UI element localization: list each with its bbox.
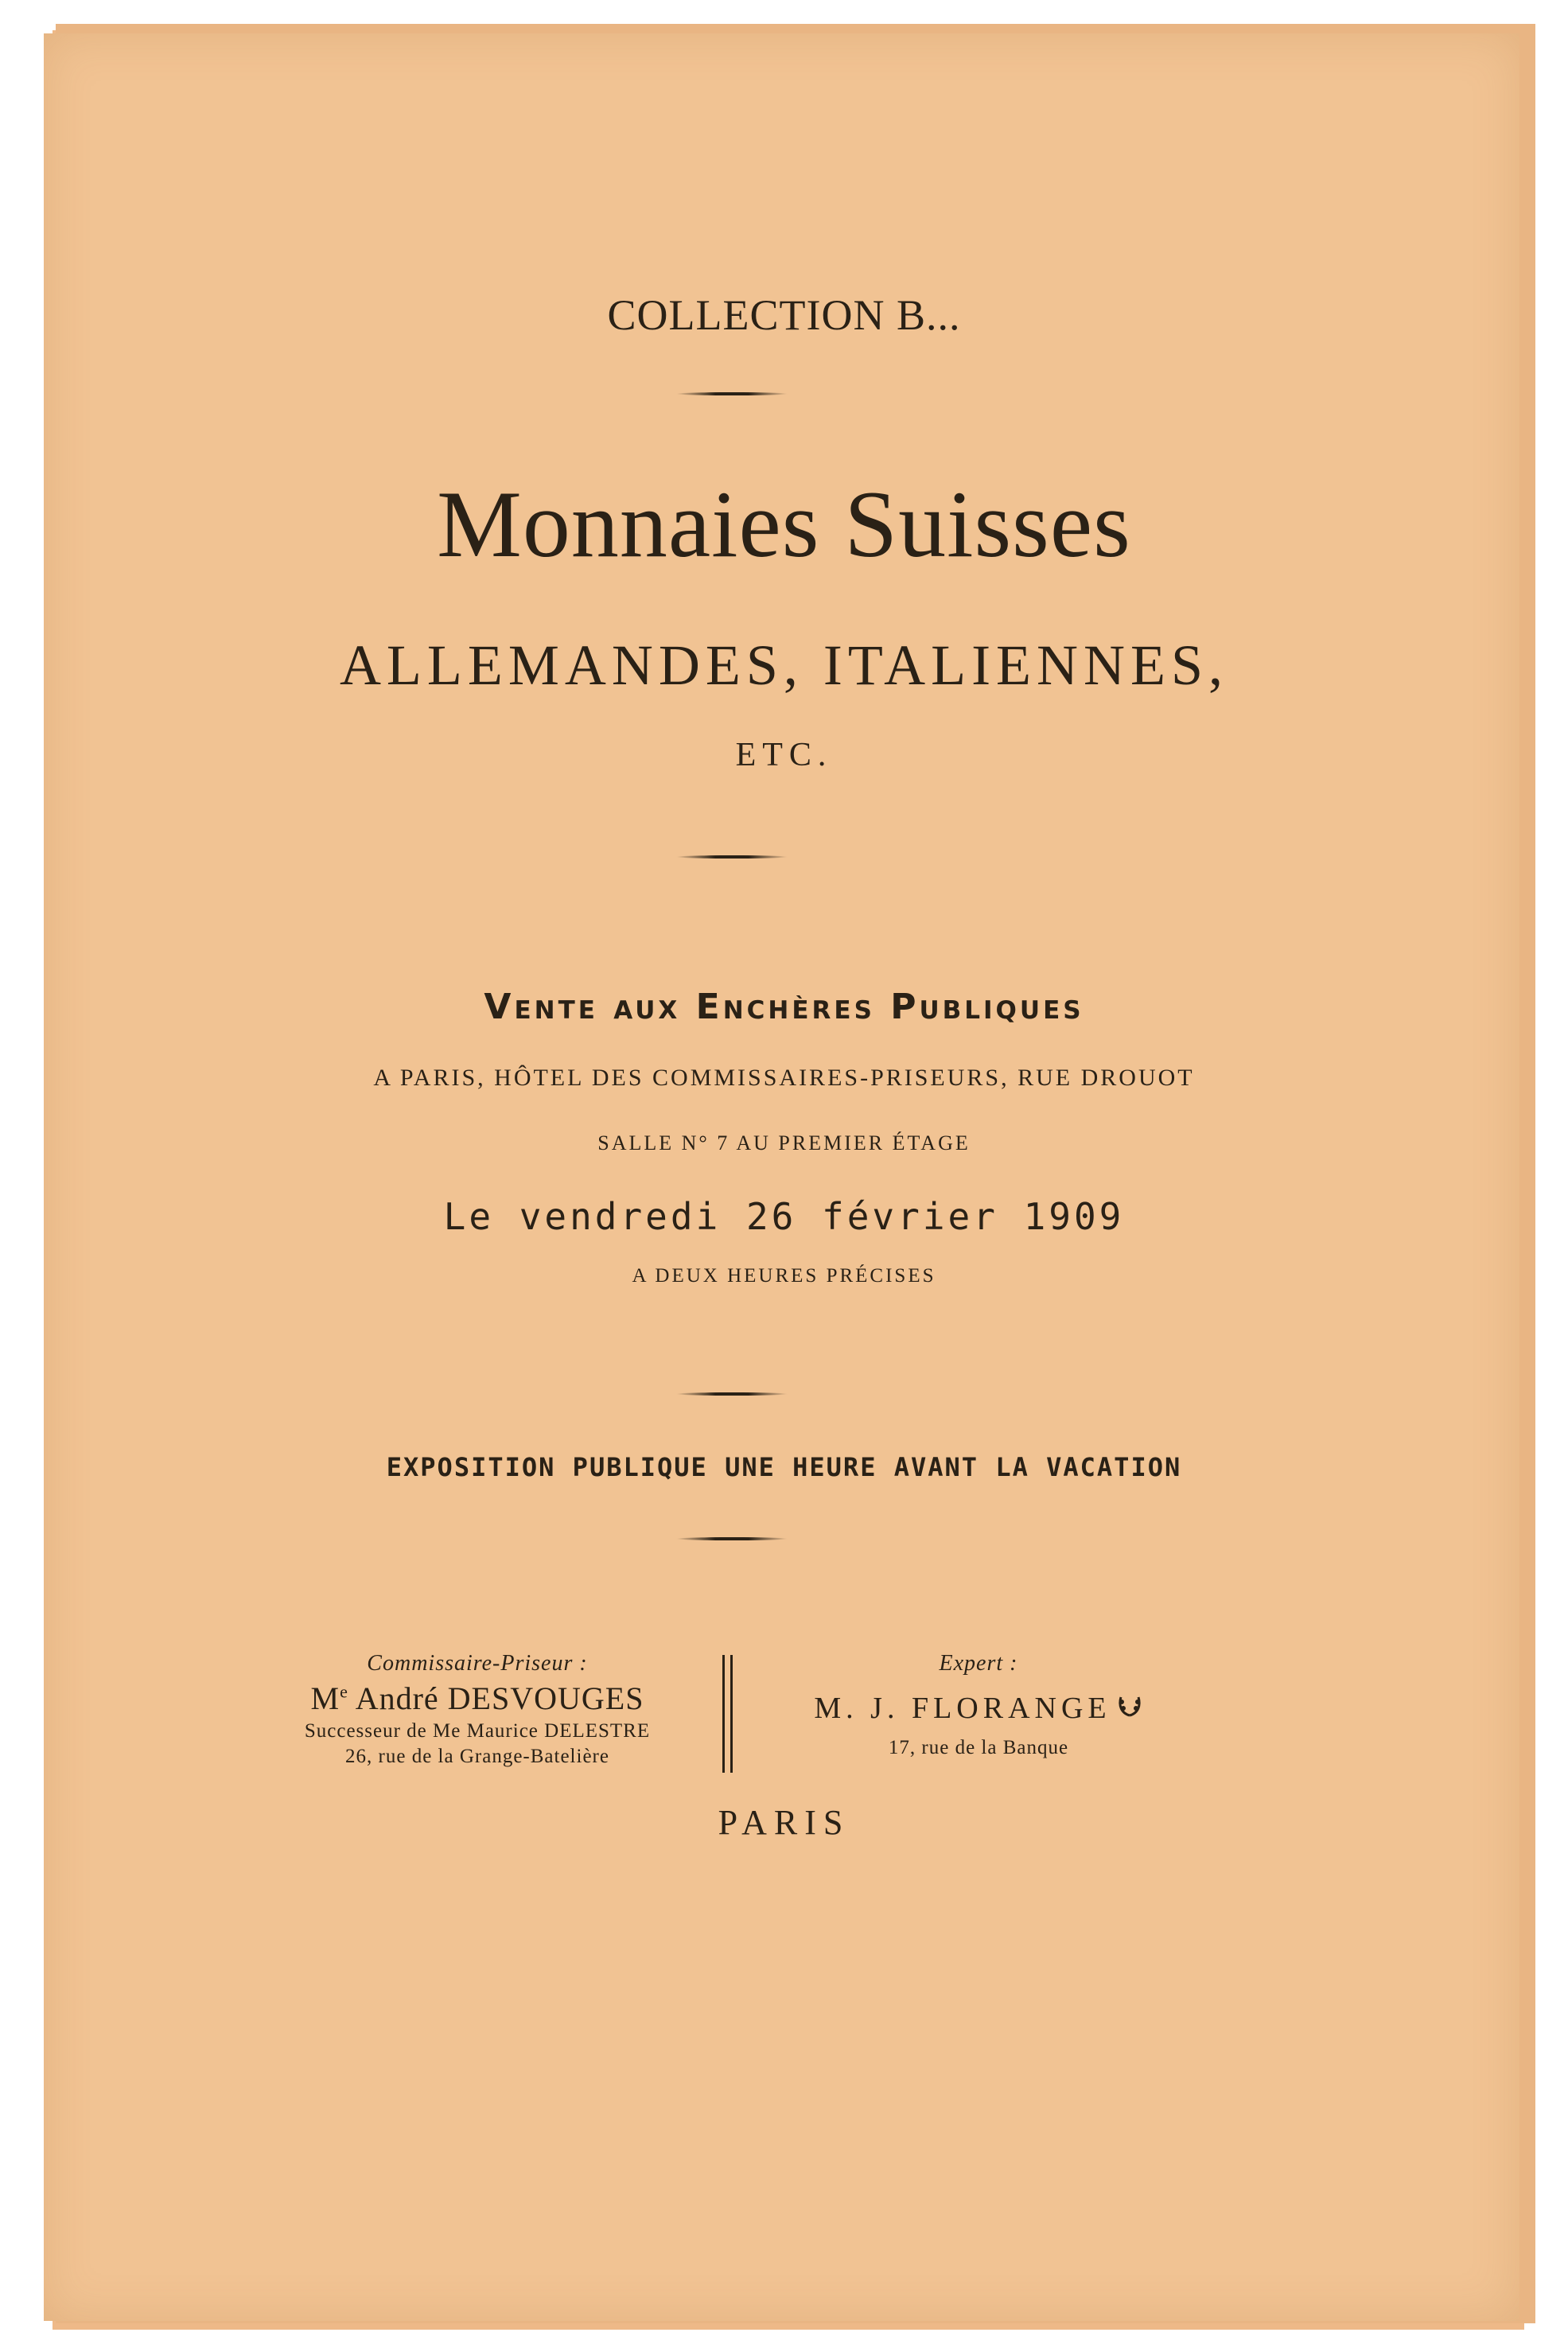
auctioneer-name: [263, 1680, 692, 1717]
laurel-ornament-icon: [1116, 1694, 1143, 1725]
city-imprint: PARIS: [718, 1803, 850, 1842]
collection-label: COLLECTION B...: [607, 291, 961, 339]
sale-time: A DEUX HEURES PRÉCISES: [632, 1265, 936, 1287]
sale-date: Le vendredi 26 février 1909: [443, 1195, 1125, 1238]
sale-heading: Vente aux Enchères Publiques: [484, 987, 1084, 1027]
catalogue-subtitle: ALLEMANDES, ITALIENNES,: [339, 633, 1229, 697]
catalogue-title: Monnaies Suisses: [437, 471, 1131, 577]
sale-location: A PARIS, HÔTEL DES COMMISSAIRES-PRISEURS, RUE DROUOT: [373, 1065, 1195, 1091]
exhibition-notice: EXPOSITION PUBLIQUE UNE HEURE AVANT LA VACATION: [386, 1452, 1182, 1482]
auctioneer-block: [263, 1651, 692, 1768]
auctioneer-prefix: M: [310, 1680, 340, 1716]
column-separator: [730, 1655, 733, 1773]
auctioneer-fullname: André DESVOUGES: [355, 1680, 644, 1716]
divider-rule: [676, 392, 788, 395]
divider-rule: [676, 855, 788, 859]
expert-name-line: [756, 1691, 1201, 1726]
column-separator: [722, 1655, 725, 1773]
auctioneer-successor: Successeur de Me Maurice DELESTRE: [304, 1720, 651, 1742]
expert-block: [756, 1651, 1201, 1759]
expert-role: Expert :: [939, 1651, 1018, 1676]
sale-room: SALLE N° 7 AU PREMIER ÉTAGE: [597, 1131, 971, 1154]
catalogue-etc: ETC.: [735, 737, 833, 773]
divider-rule: [676, 1392, 788, 1396]
auctioneer-address: 26, rue de la Grange-Batelière: [345, 1746, 609, 1767]
auctioneer-prefix-sup: e: [340, 1681, 348, 1702]
auctioneer-role: Commissaire-Priseur :: [367, 1651, 588, 1676]
divider-rule: [676, 1537, 788, 1540]
expert-name: M. J. FLORANGE: [814, 1692, 1111, 1725]
catalogue-cover: [44, 33, 1519, 2321]
expert-address: 17, rue de la Banque: [888, 1737, 1069, 1758]
